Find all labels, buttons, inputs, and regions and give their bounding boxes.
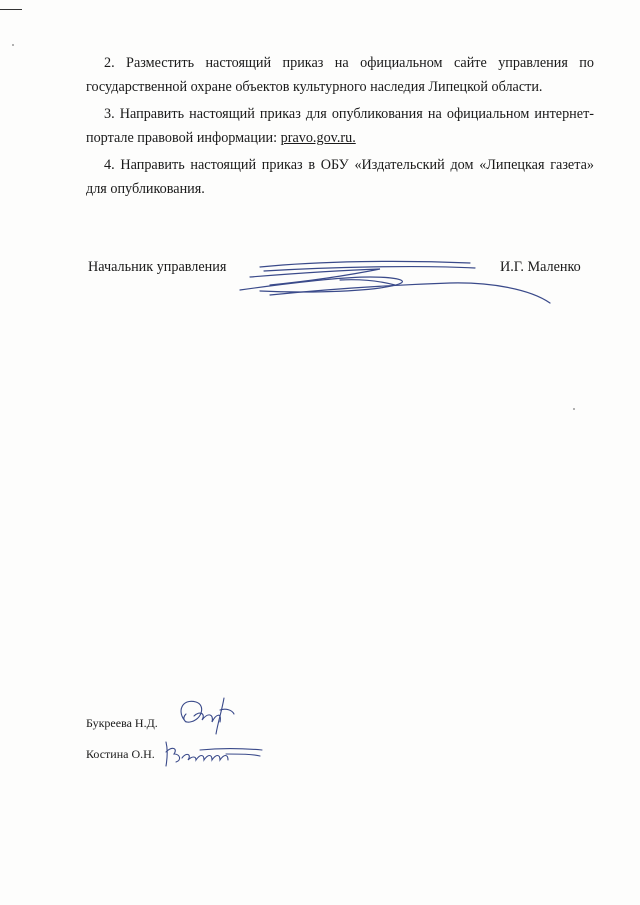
paragraph-3-text: 3. Направить настоящий приказ для опубликования на официальном интернет-портале правовой информации: bbox=[86, 106, 594, 146]
paragraph-4-text: 4. Направить настоящий приказ в ОБУ «Издательский дом «Липецкая газета» для опубликования. bbox=[86, 157, 594, 197]
paragraph-4 bbox=[86, 153, 594, 201]
scan-corner-mark bbox=[0, 9, 22, 10]
executor-2-signature bbox=[160, 738, 265, 768]
signatory-title: Начальник управления bbox=[88, 259, 227, 275]
paragraph-2 bbox=[86, 51, 594, 99]
paragraph-3 bbox=[86, 102, 594, 150]
executor-2: Костина О.Н. bbox=[86, 747, 155, 761]
scan-speck bbox=[573, 408, 575, 410]
executor-1-signature bbox=[172, 692, 242, 740]
scan-speck bbox=[12, 44, 14, 46]
signatory-name: И.Г. Маленко bbox=[500, 259, 581, 275]
paragraph-2-text: 2. Разместить настоящий приказ на официальном сайте управления по государственной охране объектов культурного наследия Липецкой области. bbox=[86, 55, 594, 95]
executor-1: Букреева Н.Д. bbox=[86, 716, 158, 730]
pravo-link[interactable]: pravo.gov.ru. bbox=[280, 130, 356, 146]
